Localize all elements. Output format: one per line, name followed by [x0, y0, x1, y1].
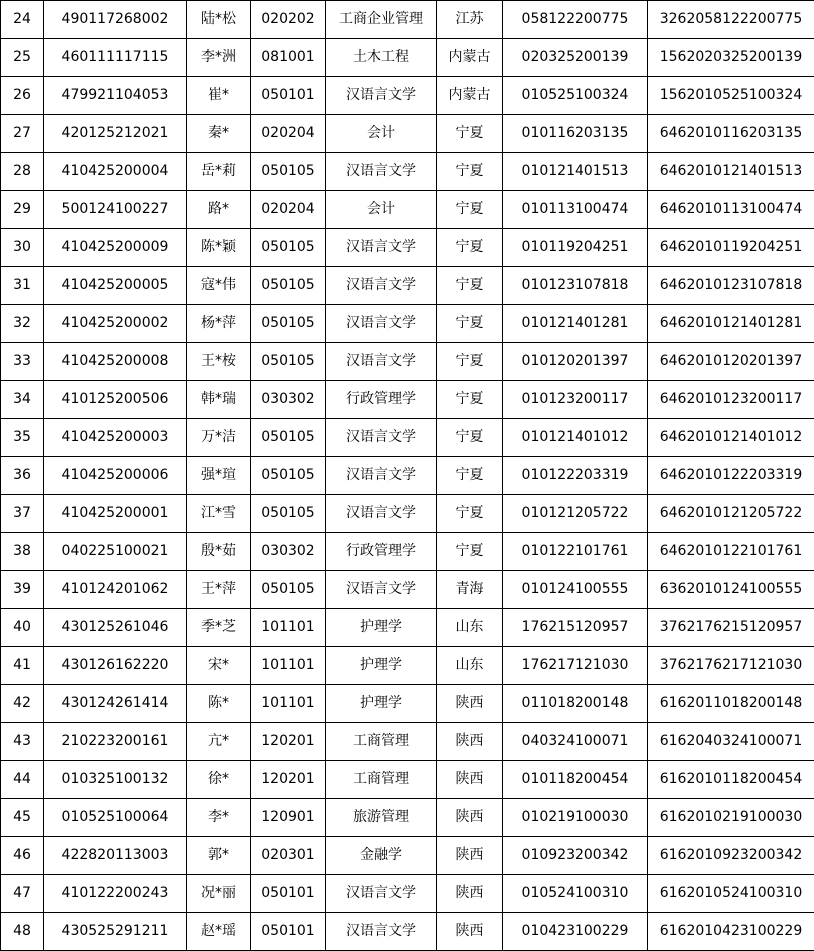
cell-number-1: 010116203135	[503, 115, 648, 153]
cell-number-1: 176217121030	[503, 647, 648, 685]
cell-region: 宁夏	[437, 305, 503, 343]
cell-region: 陕西	[437, 875, 503, 913]
cell-id-number: 410425200005	[44, 267, 187, 305]
cell-region: 陕西	[437, 837, 503, 875]
cell-index: 43	[1, 723, 44, 761]
cell-index: 40	[1, 609, 44, 647]
cell-region: 宁夏	[437, 495, 503, 533]
cell-number-2: 6462010121401513	[648, 153, 814, 191]
cell-number-2: 6162040324100071	[648, 723, 814, 761]
cell-id-number: 410425200001	[44, 495, 187, 533]
cell-number-2: 6462010120201397	[648, 343, 814, 381]
cell-number-2: 6462010121205722	[648, 495, 814, 533]
cell-id-number: 040225100021	[44, 533, 187, 571]
cell-region: 宁夏	[437, 343, 503, 381]
cell-number-2: 6462010119204251	[648, 229, 814, 267]
table-row	[1, 343, 814, 381]
cell-number-1: 010123107818	[503, 267, 648, 305]
cell-region: 陕西	[437, 761, 503, 799]
cell-number-1: 010923200342	[503, 837, 648, 875]
cell-number-1: 010123200117	[503, 381, 648, 419]
cell-id-number: 010325100132	[44, 761, 187, 799]
cell-name: 强*瑄	[187, 457, 251, 495]
table-row	[1, 495, 814, 533]
cell-number-2: 3262058122200775	[648, 1, 814, 39]
cell-major-code: 120901	[251, 799, 326, 837]
cell-major-code: 050105	[251, 267, 326, 305]
cell-major-name: 工商企业管理	[326, 1, 437, 39]
table-row	[1, 799, 814, 837]
cell-major-name: 行政管理学	[326, 533, 437, 571]
cell-index: 42	[1, 685, 44, 723]
cell-index: 24	[1, 1, 44, 39]
table-row	[1, 837, 814, 875]
cell-name: 杨*萍	[187, 305, 251, 343]
cell-name: 秦*	[187, 115, 251, 153]
cell-index: 30	[1, 229, 44, 267]
cell-index: 45	[1, 799, 44, 837]
cell-major-name: 汉语言文学	[326, 419, 437, 457]
cell-major-code: 081001	[251, 39, 326, 77]
cell-number-1: 010113100474	[503, 191, 648, 229]
cell-number-2: 6462010113100474	[648, 191, 814, 229]
cell-number-1: 010121401012	[503, 419, 648, 457]
cell-major-code: 050105	[251, 153, 326, 191]
cell-id-number: 410425200006	[44, 457, 187, 495]
cell-major-name: 汉语言文学	[326, 875, 437, 913]
table-row	[1, 685, 814, 723]
cell-number-2: 6462010122203319	[648, 457, 814, 495]
cell-number-2: 3762176215120957	[648, 609, 814, 647]
table-row	[1, 1, 814, 39]
cell-name: 陈*颖	[187, 229, 251, 267]
cell-id-number: 010525100064	[44, 799, 187, 837]
cell-number-2: 6462010121401281	[648, 305, 814, 343]
cell-region: 山东	[437, 647, 503, 685]
cell-index: 35	[1, 419, 44, 457]
cell-major-name: 金融学	[326, 837, 437, 875]
cell-major-name: 汉语言文学	[326, 229, 437, 267]
cell-name: 王*萍	[187, 571, 251, 609]
cell-number-2: 3762176217121030	[648, 647, 814, 685]
cell-number-1: 010119204251	[503, 229, 648, 267]
cell-major-code: 050105	[251, 457, 326, 495]
cell-name: 万*洁	[187, 419, 251, 457]
cell-major-name: 汉语言文学	[326, 267, 437, 305]
cell-region: 宁夏	[437, 419, 503, 457]
cell-number-2: 6162010923200342	[648, 837, 814, 875]
cell-number-1: 010524100310	[503, 875, 648, 913]
cell-region: 内蒙古	[437, 77, 503, 115]
cell-name: 江*雪	[187, 495, 251, 533]
cell-number-1: 176215120957	[503, 609, 648, 647]
cell-major-name: 汉语言文学	[326, 305, 437, 343]
cell-major-name: 护理学	[326, 685, 437, 723]
cell-number-1: 020325200139	[503, 39, 648, 77]
cell-region: 陕西	[437, 723, 503, 761]
cell-number-2: 6462010123200117	[648, 381, 814, 419]
cell-index: 25	[1, 39, 44, 77]
cell-major-code: 020301	[251, 837, 326, 875]
cell-number-2: 1562010525100324	[648, 77, 814, 115]
cell-major-code: 050105	[251, 229, 326, 267]
cell-name: 王*桉	[187, 343, 251, 381]
cell-major-code: 120201	[251, 723, 326, 761]
cell-number-1: 010124100555	[503, 571, 648, 609]
cell-region: 青海	[437, 571, 503, 609]
cell-index: 38	[1, 533, 44, 571]
cell-index: 36	[1, 457, 44, 495]
cell-number-1: 010120201397	[503, 343, 648, 381]
cell-index: 41	[1, 647, 44, 685]
cell-name: 寇*伟	[187, 267, 251, 305]
cell-index: 48	[1, 913, 44, 951]
cell-id-number: 490117268002	[44, 1, 187, 39]
cell-major-name: 汉语言文学	[326, 571, 437, 609]
cell-major-code: 020204	[251, 115, 326, 153]
cell-number-2: 1562020325200139	[648, 39, 814, 77]
cell-major-code: 050105	[251, 419, 326, 457]
cell-major-name: 土木工程	[326, 39, 437, 77]
cell-name: 况*丽	[187, 875, 251, 913]
cell-number-2: 6362010124100555	[648, 571, 814, 609]
cell-number-1: 010122203319	[503, 457, 648, 495]
cell-number-1: 010525100324	[503, 77, 648, 115]
cell-major-code: 120201	[251, 761, 326, 799]
table-row	[1, 381, 814, 419]
cell-number-2: 6462010121401012	[648, 419, 814, 457]
cell-name: 崔*	[187, 77, 251, 115]
cell-name: 岳*莉	[187, 153, 251, 191]
cell-name: 赵*瑶	[187, 913, 251, 951]
cell-major-code: 020204	[251, 191, 326, 229]
cell-number-1: 010423100229	[503, 913, 648, 951]
cell-major-name: 汉语言文学	[326, 77, 437, 115]
cell-major-name: 护理学	[326, 647, 437, 685]
cell-index: 32	[1, 305, 44, 343]
cell-major-code: 101101	[251, 685, 326, 723]
table-row	[1, 457, 814, 495]
cell-major-name: 会计	[326, 191, 437, 229]
cell-major-name: 工商管理	[326, 761, 437, 799]
cell-region: 陕西	[437, 685, 503, 723]
cell-index: 39	[1, 571, 44, 609]
cell-number-1: 010122101761	[503, 533, 648, 571]
cell-major-name: 会计	[326, 115, 437, 153]
table-row	[1, 875, 814, 913]
cell-name: 郭*	[187, 837, 251, 875]
table-row	[1, 609, 814, 647]
table-row	[1, 533, 814, 571]
cell-major-code: 101101	[251, 647, 326, 685]
cell-index: 27	[1, 115, 44, 153]
cell-number-1: 010219100030	[503, 799, 648, 837]
cell-number-2: 6162011018200148	[648, 685, 814, 723]
cell-region: 宁夏	[437, 533, 503, 571]
cell-major-code: 030302	[251, 533, 326, 571]
table-row	[1, 39, 814, 77]
cell-major-code: 050105	[251, 305, 326, 343]
cell-name: 殷*茹	[187, 533, 251, 571]
table-row	[1, 571, 814, 609]
cell-index: 34	[1, 381, 44, 419]
table-row	[1, 77, 814, 115]
cell-major-name: 护理学	[326, 609, 437, 647]
cell-number-2: 6462010123107818	[648, 267, 814, 305]
cell-region: 宁夏	[437, 115, 503, 153]
table-row	[1, 305, 814, 343]
cell-major-name: 行政管理学	[326, 381, 437, 419]
cell-name: 徐*	[187, 761, 251, 799]
table-row	[1, 229, 814, 267]
cell-name: 陆*松	[187, 1, 251, 39]
cell-id-number: 210223200161	[44, 723, 187, 761]
cell-number-2: 6462010122101761	[648, 533, 814, 571]
cell-region: 山东	[437, 609, 503, 647]
cell-index: 44	[1, 761, 44, 799]
cell-id-number: 430525291211	[44, 913, 187, 951]
cell-major-code: 050101	[251, 913, 326, 951]
cell-major-code: 050101	[251, 77, 326, 115]
cell-region: 宁夏	[437, 381, 503, 419]
cell-major-name: 汉语言文学	[326, 457, 437, 495]
cell-id-number: 410425200009	[44, 229, 187, 267]
cell-id-number: 410124201062	[44, 571, 187, 609]
cell-id-number: 422820113003	[44, 837, 187, 875]
cell-major-name: 汉语言文学	[326, 495, 437, 533]
cell-number-1: 010121401281	[503, 305, 648, 343]
cell-id-number: 430125261046	[44, 609, 187, 647]
cell-id-number: 500124100227	[44, 191, 187, 229]
cell-id-number: 410125200506	[44, 381, 187, 419]
cell-region: 内蒙古	[437, 39, 503, 77]
cell-number-1: 010118200454	[503, 761, 648, 799]
cell-number-1: 010121205722	[503, 495, 648, 533]
table-row	[1, 267, 814, 305]
cell-name: 宋*	[187, 647, 251, 685]
cell-id-number: 410122200243	[44, 875, 187, 913]
cell-name: 陈*	[187, 685, 251, 723]
table-row	[1, 761, 814, 799]
cell-id-number: 410425200003	[44, 419, 187, 457]
cell-number-2: 6462010116203135	[648, 115, 814, 153]
table-row	[1, 913, 814, 951]
cell-region: 宁夏	[437, 267, 503, 305]
cell-region: 宁夏	[437, 457, 503, 495]
cell-major-name: 工商管理	[326, 723, 437, 761]
cell-id-number: 479921104053	[44, 77, 187, 115]
cell-major-code: 101101	[251, 609, 326, 647]
cell-index: 33	[1, 343, 44, 381]
cell-id-number: 410425200002	[44, 305, 187, 343]
cell-id-number: 460111117115	[44, 39, 187, 77]
cell-major-code: 050105	[251, 495, 326, 533]
cell-number-1: 010121401513	[503, 153, 648, 191]
cell-major-name: 汉语言文学	[326, 913, 437, 951]
cell-number-2: 6162010423100229	[648, 913, 814, 951]
table-row	[1, 419, 814, 457]
cell-major-code: 050105	[251, 343, 326, 381]
cell-region: 宁夏	[437, 229, 503, 267]
cell-major-code: 020202	[251, 1, 326, 39]
cell-index: 29	[1, 191, 44, 229]
cell-index: 46	[1, 837, 44, 875]
cell-index: 37	[1, 495, 44, 533]
cell-major-name: 汉语言文学	[326, 153, 437, 191]
cell-name: 李*	[187, 799, 251, 837]
cell-id-number: 410425200008	[44, 343, 187, 381]
cell-major-code: 030302	[251, 381, 326, 419]
table-row	[1, 191, 814, 229]
cell-id-number: 410425200004	[44, 153, 187, 191]
table-row	[1, 115, 814, 153]
cell-index: 47	[1, 875, 44, 913]
cell-index: 26	[1, 77, 44, 115]
table-body	[1, 1, 814, 951]
cell-number-2: 6162010118200454	[648, 761, 814, 799]
cell-name: 季*芝	[187, 609, 251, 647]
cell-region: 江苏	[437, 1, 503, 39]
cell-name: 韩*瑞	[187, 381, 251, 419]
table-row	[1, 723, 814, 761]
cell-region: 宁夏	[437, 191, 503, 229]
cell-number-2: 6162010524100310	[648, 875, 814, 913]
cell-major-code: 050101	[251, 875, 326, 913]
cell-id-number: 430126162220	[44, 647, 187, 685]
cell-id-number: 420125212021	[44, 115, 187, 153]
cell-region: 陕西	[437, 913, 503, 951]
cell-number-2: 6162010219100030	[648, 799, 814, 837]
cell-name: 李*洲	[187, 39, 251, 77]
cell-name: 亢*	[187, 723, 251, 761]
cell-number-1: 058122200775	[503, 1, 648, 39]
cell-region: 陕西	[437, 799, 503, 837]
table-row	[1, 153, 814, 191]
table-row	[1, 647, 814, 685]
cell-id-number: 430124261414	[44, 685, 187, 723]
cell-region: 宁夏	[437, 153, 503, 191]
cell-index: 31	[1, 267, 44, 305]
cell-number-1: 040324100071	[503, 723, 648, 761]
cell-major-code: 050105	[251, 571, 326, 609]
cell-major-name: 汉语言文学	[326, 343, 437, 381]
cell-major-name: 旅游管理	[326, 799, 437, 837]
cell-name: 路*	[187, 191, 251, 229]
cell-number-1: 011018200148	[503, 685, 648, 723]
cell-index: 28	[1, 153, 44, 191]
